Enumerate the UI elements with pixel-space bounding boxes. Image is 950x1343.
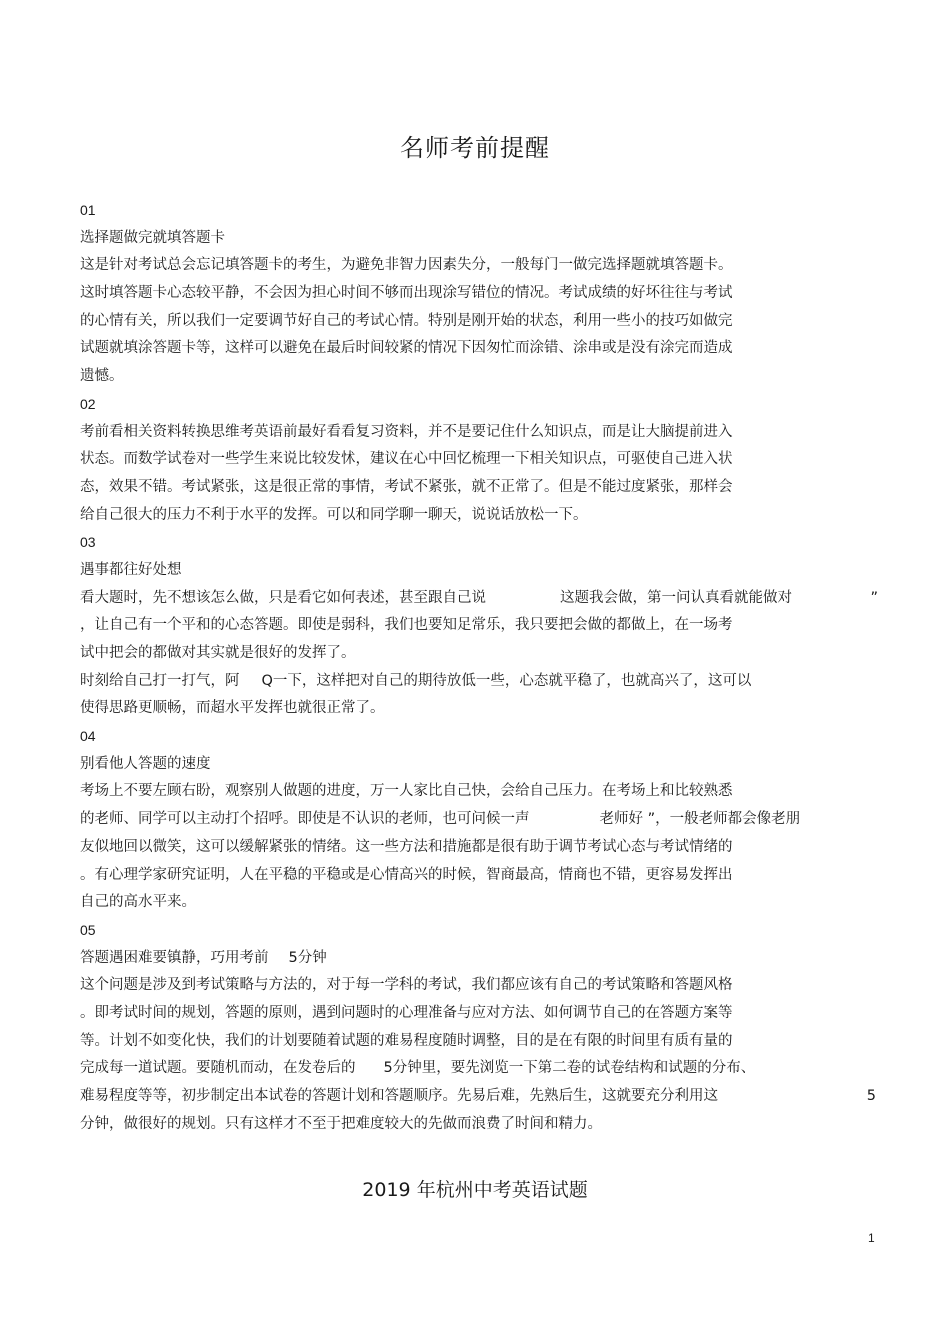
paragraph-line: 遗憾。 (80, 368, 124, 385)
paragraph-line: 等。计划不如变化快，我们的计划要随着试题的难易程度随时调整，目的是在有限的时间里有质有量的 (80, 1032, 733, 1049)
paragraph-line: 这是针对考试总会忘记填答题卡的考生，为避免非智力因素失分，一般每门一做完选择题就填答题卡。 (80, 257, 733, 274)
paragraph-line: 试题就填涂答题卡等，这样可以避免在最后时间较紧的情况下因匆忙而涂错、涂串或是没有涂完而造成 (80, 340, 733, 357)
text-segment: 5分钟里，要先浏览一下第二卷的试卷结构和试题的分布、 (383, 1060, 756, 1077)
text-segment: Q一下，这样把对自己的期待放低一些，心态就平稳了，也就高兴了，这可以 (261, 672, 752, 689)
page-number: 1 (868, 1231, 875, 1245)
section-number: 01 (80, 202, 96, 218)
paragraph-line: 分钟，做很好的规划。只有这样才不至于把难度较大的先做而浪费了时间和精力。 (80, 1115, 602, 1132)
paragraph-line: 。即考试时间的规划，答题的原则，遇到问题时的心理准备与应对方法、如何调节自己的在答题方案等 (80, 1004, 733, 1021)
paragraph-line (80, 585, 878, 613)
section-heading: 选择题做完就填答题卡 (80, 229, 225, 246)
section-heading: 别看他人答题的速度 (80, 755, 211, 772)
section-number: 02 (80, 395, 96, 412)
paragraph-line: 考前看相关资料转换思维考英语前最好看看复习资料，并不是要记住什么知识点，而是让大脑提前进入 (80, 423, 733, 440)
section-number: 05 (80, 921, 96, 938)
paragraph-line (80, 668, 870, 696)
paragraph-line: 自己的高水平来。 (80, 894, 196, 911)
paragraph-line (80, 1083, 876, 1111)
text-segment: 这题我会做，第一问认真看就能做对 (560, 589, 792, 606)
paragraph-line: 考场上不要左顾右盼，观察别人做题的进度，万一人家比自己快，会给自己压力。在考场上和比较熟悉 (80, 783, 733, 800)
text-segment: 5分钟 (288, 949, 327, 966)
paragraph-line (80, 1055, 870, 1083)
text-segment: 的老师、同学可以主动打个招呼。即使是不认识的老师，也可问候一声 (80, 811, 530, 828)
paragraph-line: 给自己很大的压力不利于水平的发挥。可以和同学聊一聊天，说说话放松一下。 (80, 506, 588, 523)
section-heading: 遇事都往好处想 (80, 561, 182, 578)
page-title: 名师考前提醒 (400, 134, 550, 162)
paragraph-line (80, 806, 870, 834)
text-segment: ” (870, 589, 878, 606)
text-segment: 完成每一道试题。要随机而动，在发卷后的 (80, 1060, 356, 1077)
paragraph-line: 状态。而数学试卷对一些学生来说比较发怵，建议在心中回忆梳理一下相关知识点，可驱使自己进入状 (80, 451, 733, 468)
text-segment: 时刻给自己打一打气，阿 (80, 672, 240, 689)
paragraph-line: 友似地回以微笑，这可以缓解紧张的情绪。这一些方法和措施都是很有助于调节考试心态与考试情绪的 (80, 838, 733, 855)
paragraph-line: 态，效果不错。考试紧张，这是很正常的事情，考试不紧张，就不正常了。但是不能过度紧张，那样会 (80, 478, 733, 495)
text-segment: 老师好 ”，一般老师都会像老朋 (599, 811, 801, 828)
paragraph-line: ，让自己有一个平和的心态答题。即使是弱科，我们也要知足常乐，我只要把会做的都做上，在一场考 (80, 617, 733, 634)
paragraph-line: 这个问题是涉及到考试策略与方法的，对于每一学科的考试，我们都应该有自己的考试策略和答题风格 (80, 977, 733, 994)
section-number: 04 (80, 728, 96, 745)
text-segment: 看大题时，先不想该怎么做，只是看它如何表述，甚至跟自己说 (80, 589, 486, 606)
section-number: 03 (80, 534, 96, 551)
paragraph-line: 这时填答题卡心态较平静，不会因为担心时间不够而出现涂写错位的情况。考试成绩的好坏往往与考试 (80, 285, 733, 302)
footer-title: 2019 年杭州中考英语试题 (362, 1179, 588, 1201)
paragraph-line: 试中把会的都做对其实就是很好的发挥了。 (80, 645, 356, 661)
paragraph-line: 的心情有关，所以我们一定要调节好自己的考试心情。特别是刚开始的状态，利用一些小的技巧如做完 (80, 312, 733, 329)
text-segment: 答题遇困难要镇静，巧用考前 (80, 949, 269, 966)
text-segment: 难易程度等等，初步制定出本试卷的答题计划和答题顺序。先易后难，先熟后生，这就要充分利用这 (80, 1088, 718, 1104)
paragraph-line: 使得思路更顺畅，而超水平发挥也就很正常了。 (80, 700, 385, 717)
paragraph-line: 。有心理学家研究证明，人在平稳的平稳或是心情高兴的时候，智商最高，情商也不错，更容易发挥出 (80, 866, 733, 883)
document-body (80, 197, 878, 1138)
section-heading (80, 945, 870, 973)
text-segment: 5 (866, 1088, 876, 1104)
